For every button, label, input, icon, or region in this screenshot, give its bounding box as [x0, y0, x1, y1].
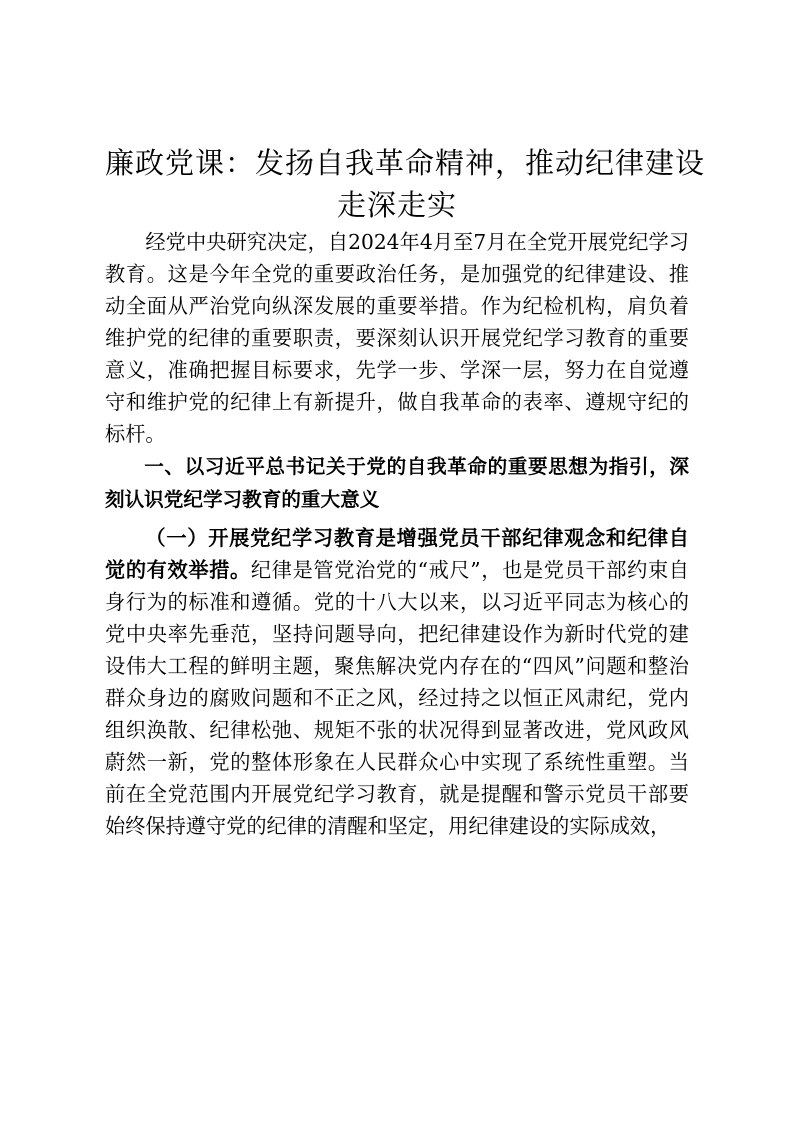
- document-title: [105, 142, 706, 226]
- subsection-1-heading: （一）开展党纪学习教育是增强党员干部纪律观念和纪律自觉的有效举措。: [105, 526, 689, 582]
- title-line-1: 廉政党课：发扬自我革命精神，推动纪律建设: [105, 146, 706, 180]
- title-line-2: 走深走实: [336, 188, 457, 222]
- intro-paragraph: 经党中央研究决定，自2024年4月至7月在全党开展党纪学习教育。这是今年全党的重要政治任务，是加强党的纪律建设、推动全面从严治党向纵深发展的重要举措。作为纪检机构，肩负着维护党的纪律的重要职责，要深刻认识开展党纪学习教育的重要意义，准确把握目标要求，先学一步、学深一层，努力在自觉遵守和维护党的纪律上有新提升，做自我革命的表率、遵规守纪的标杆。: [105, 230, 689, 446]
- document-page: [105, 142, 706, 842]
- subsection-1-paragraph: [105, 522, 689, 842]
- section-1-heading: 一、以习近平总书记关于党的自我革命的重要思想为指引，深刻认识党纪学习教育的重大意义: [105, 455, 689, 511]
- subsection-1-body: 纪律是管党治党的“戒尺”，也是党员干部约束自身行为的标准和遵循。党的十八大以来，以习近平同志为核心的党中央率先垂范，坚持问题导向，把纪律建设作为新时代党的建设伟大工程的鲜明主题，聚焦解决党内存在的“四风”问题和整治群众身边的腐败问题和不正之风，经过持之以恒正风肃纪，党内组织涣散、纪律松弛、规矩不张的状况得到显著改进，党风政风蔚然一新，党的整体形象在人民群众心中实现了系统性重塑。当前在全党范围内开展党纪学习教育，就是提醒和警示党员干部要始终保持遵守党的纪律的清醒和坚定，用纪律建设的实际成效，: [105, 558, 689, 838]
